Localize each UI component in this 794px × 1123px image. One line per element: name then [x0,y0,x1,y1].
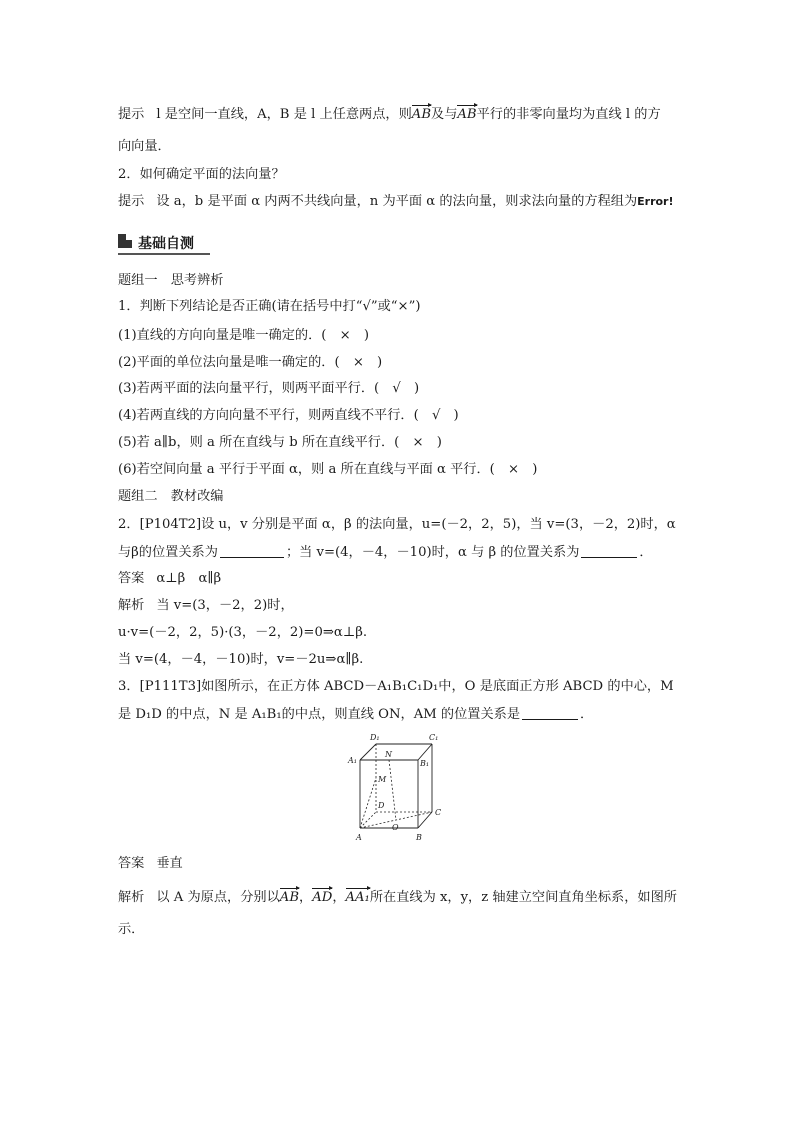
vector-ab: AB [457,107,477,122]
vertex-label: C₁ [429,733,439,742]
question-3-line-2: 是 D₁D 的中点，N 是 A₁B₁的中点，则直线 ON，AM 的位置关系是 ． [118,707,594,722]
hint-label: 提示 [118,194,145,209]
question-2-line-2: 与β的位置关系为 ；当 v=(4，－4，－10)时，α 与 β 的位置关系为 ． [118,545,653,560]
solution-label: 解析 [118,598,145,613]
hint-1-line-2: 向向量． [118,139,171,154]
solution-2-line-3: 当 v=(4，－4，－10)时，v=－2u⇒α∥β. [118,652,364,667]
list-item: (1)直线的方向向量是唯一确定的．( × ) [118,328,370,343]
answer-blank [522,707,578,720]
solution-3-line-1: 解析 以 A 为原点，分别以AB，AD，AA₁所在直线为 x，y，z 轴建立空间直角坐标系，如图所 [118,890,677,905]
vertex-label: C [435,808,442,817]
answer-3: 答案 垂直 [118,856,183,871]
vertex-label: D [378,801,385,810]
answer-blank [581,545,637,558]
vertex-label: B₁ [420,759,430,768]
point-label: O [392,823,399,832]
hint-1-line-1: 提示 l 是空间一直线，A，B 是 l 上任意两点，则AB及与AB平行的非零向量均为直线 l 的方 [118,107,661,122]
section-square-icon [118,234,132,248]
vertex-label: B [416,833,422,842]
hint-label: 提示 [118,107,145,122]
error-text: Error! [637,195,674,208]
group-1-title: 题组一 思考辨析 [118,273,224,288]
group-1-question: 1．判断下列结论是否正确(请在括号中打“√”或“×”) [118,299,421,314]
vector-ab: AB [411,107,432,122]
section-title: 基础自测 [138,236,194,252]
solution-2-line-1: 解析 当 v=(3，－2，2)时， [118,598,294,613]
answer-blank [220,545,284,558]
hint-2: 提示 设 a，b 是平面 α 内两不共线向量，n 为平面 α 的法向量，则求法向量的方程组为Error! [118,194,674,209]
point-label: N [385,750,392,759]
answer-label: 答案 [118,856,145,871]
point-label: M [378,775,387,784]
vertex-label: D₁ [370,733,380,742]
vector-ab: AB [279,890,300,905]
answer-label: 答案 [118,571,145,586]
list-item: (5)若 a∥b，则 a 所在直线与 b 所在直线平行．( × ) [118,435,442,450]
group-2-title: 题组二 教材改编 [118,489,224,504]
section-heading [118,231,210,251]
list-item: (3)若两平面的法向量平行，则两平面平行．( √ ) [118,381,420,396]
vertex-label: A₁ [348,756,357,765]
section-underline [118,253,210,255]
vertex-label: A [356,833,362,842]
list-item: (6)若空间向量 a 平行于平面 α，则 a 所在直线与平面 α 平行．( × ) [118,462,538,477]
list-item: (4)若两直线的方向向量不平行，则两直线不平行．( √ ) [118,408,459,423]
solution-2-line-2: u·v=(－2，2，5)·(3，－2，2)=0⇒α⊥β. [118,625,368,640]
question-3-line-1: 3．[P111T3]如图所示，在正方体 ABCD－A₁B₁C₁D₁中，O 是底面正方形 ABCD 的中心，M [118,679,674,694]
cube-figure [340,730,450,848]
solution-3-line-2: 示． [118,922,145,937]
vector-aa1: AA₁ [345,890,370,905]
list-item: (2)平面的单位法向量是唯一确定的．( × ) [118,355,383,370]
vector-ad: AD [312,890,333,905]
question-2: 2．如何确定平面的法向量？ [118,167,285,182]
solution-label: 解析 [118,890,145,905]
question-2-line-1: 2．[P104T2]设 u，v 分别是平面 α，β 的法向量，u=(－2，2，5)，当 v=(3，－2，2)时，α [118,517,676,532]
answer-2: 答案 α⊥β α∥β [118,571,222,586]
